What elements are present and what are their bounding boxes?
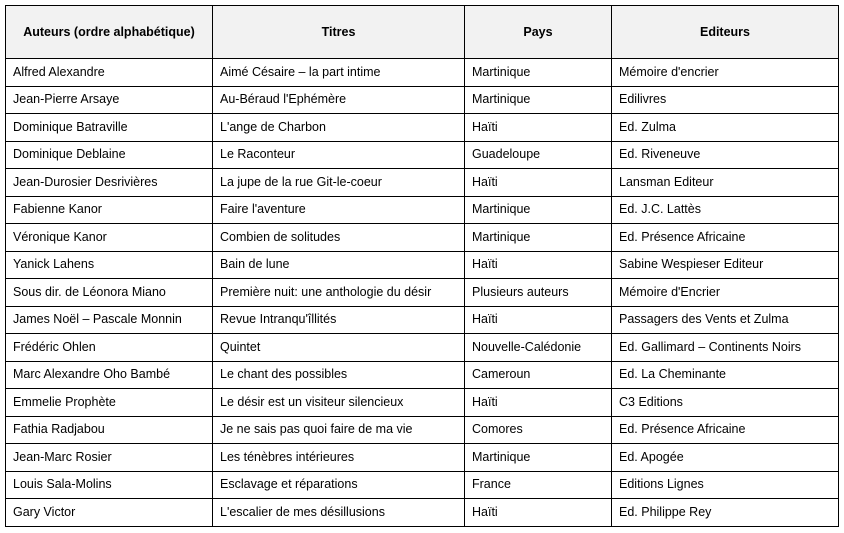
table-row [6,114,839,142]
author-cell: Louis Sala-Molins [6,471,213,499]
publisher-cell: Mémoire d'encrier [612,59,839,87]
table-row [6,471,839,499]
country-cell: Haïti [465,114,612,142]
table-header [6,6,839,59]
author-cell: James Noël – Pascale Monnin [6,306,213,334]
table-row [6,169,839,197]
country-cell: Comores [465,416,612,444]
country-cell: Nouvelle-Calédonie [465,334,612,362]
publisher-cell: Mémoire d'Encrier [612,279,839,307]
table-row [6,499,839,527]
title-cell: Quintet [213,334,465,362]
country-cell: Haïti [465,306,612,334]
table-row [6,389,839,417]
author-cell: Alfred Alexandre [6,59,213,87]
table-body [6,59,839,527]
publisher-cell: Ed. Présence Africaine [612,416,839,444]
title-cell: Aimé Césaire – la part intime [213,59,465,87]
country-cell: Haïti [465,499,612,527]
author-cell: Sous dir. de Léonora Miano [6,279,213,307]
author-cell: Jean-Pierre Arsaye [6,86,213,114]
publisher-cell: Ed. Apogée [612,444,839,472]
author-cell: Frédéric Ohlen [6,334,213,362]
header-authors: Auteurs (ordre alphabétique) [6,6,213,59]
table-row [6,306,839,334]
country-cell: Martinique [465,224,612,252]
country-cell: Martinique [465,59,612,87]
title-cell: Le chant des possibles [213,361,465,389]
author-cell: Marc Alexandre Oho Bambé [6,361,213,389]
publisher-cell: Ed. La Cheminante [612,361,839,389]
publisher-cell: Ed. Philippe Rey [612,499,839,527]
publisher-cell: Lansman Editeur [612,169,839,197]
title-cell: Combien de solitudes [213,224,465,252]
table-row [6,59,839,87]
country-cell: Martinique [465,196,612,224]
country-cell: Martinique [465,86,612,114]
table-row [6,141,839,169]
title-cell: Revue Intranqu'îllités [213,306,465,334]
title-cell: Le Raconteur [213,141,465,169]
table-row [6,361,839,389]
author-cell: Emmelie Prophète [6,389,213,417]
author-cell: Véronique Kanor [6,224,213,252]
author-cell: Fabienne Kanor [6,196,213,224]
book-table-container [5,5,839,527]
title-cell: Faire l'aventure [213,196,465,224]
publisher-cell: C3 Editions [612,389,839,417]
table-row [6,251,839,279]
publisher-cell: Ed. Présence Africaine [612,224,839,252]
author-cell: Gary Victor [6,499,213,527]
country-cell: Guadeloupe [465,141,612,169]
country-cell: Haïti [465,169,612,197]
author-cell: Dominique Batraville [6,114,213,142]
author-cell: Fathia Radjabou [6,416,213,444]
table-row [6,416,839,444]
author-cell: Jean-Marc Rosier [6,444,213,472]
title-cell: Première nuit: une anthologie du désir [213,279,465,307]
table-row [6,279,839,307]
title-cell: Au-Béraud l'Ephémère [213,86,465,114]
title-cell: Esclavage et réparations [213,471,465,499]
title-cell: L'escalier de mes désillusions [213,499,465,527]
country-cell: Cameroun [465,361,612,389]
header-country: Pays [465,6,612,59]
header-publishers: Editeurs [612,6,839,59]
publisher-cell: Ed. Zulma [612,114,839,142]
publisher-cell: Ed. Gallimard – Continents Noirs [612,334,839,362]
country-cell: Plusieurs auteurs [465,279,612,307]
publisher-cell: Ed. Riveneuve [612,141,839,169]
table-row [6,224,839,252]
publisher-cell: Ed. J.C. Lattès [612,196,839,224]
publisher-cell: Passagers des Vents et Zulma [612,306,839,334]
table-row [6,334,839,362]
title-cell: La jupe de la rue Git-le-coeur [213,169,465,197]
title-cell: Bain de lune [213,251,465,279]
country-cell: Haïti [465,389,612,417]
table-row [6,196,839,224]
table-row [6,86,839,114]
publisher-cell: Edilivres [612,86,839,114]
header-titles: Titres [213,6,465,59]
title-cell: L'ange de Charbon [213,114,465,142]
country-cell: Martinique [465,444,612,472]
country-cell: Haïti [465,251,612,279]
publisher-cell: Editions Lignes [612,471,839,499]
header-row [6,6,839,59]
title-cell: Le désir est un visiteur silencieux [213,389,465,417]
book-table [5,5,839,527]
country-cell: France [465,471,612,499]
author-cell: Jean-Durosier Desrivières [6,169,213,197]
author-cell: Dominique Deblaine [6,141,213,169]
author-cell: Yanick Lahens [6,251,213,279]
table-row [6,444,839,472]
publisher-cell: Sabine Wespieser Editeur [612,251,839,279]
title-cell: Les ténèbres intérieures [213,444,465,472]
title-cell: Je ne sais pas quoi faire de ma vie [213,416,465,444]
